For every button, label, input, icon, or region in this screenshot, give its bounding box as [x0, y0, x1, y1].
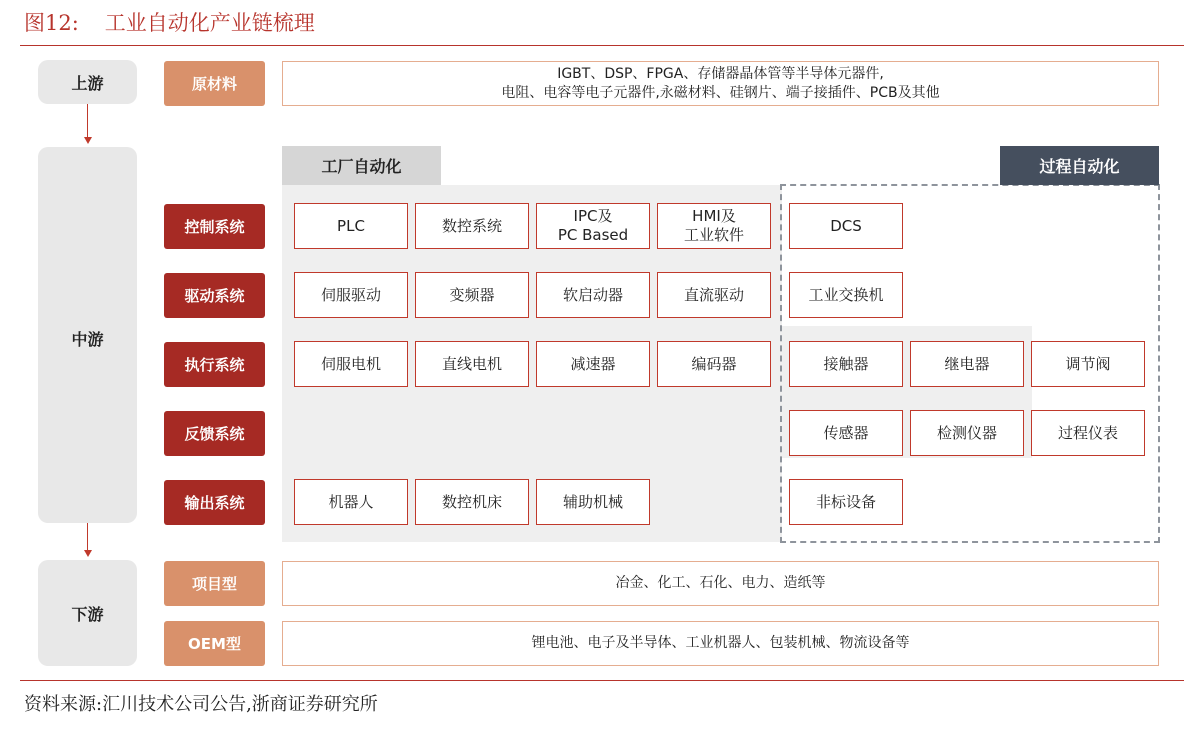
raw-materials-line-1: IGBT、DSP、FPGA、存储器晶体管等半导体元器件, — [557, 65, 884, 82]
item-hmi-line-2: 工业软件 — [683, 226, 744, 244]
factory-automation-header: 工厂自动化 — [282, 146, 441, 185]
raw-materials-bar — [282, 61, 1159, 106]
stage-downstream: 下游 — [38, 560, 137, 666]
item-non-standard-equipment: 非标设备 — [789, 479, 903, 525]
oem-type-bar — [282, 621, 1159, 666]
figure-title-text: 工业自动化产业链梳理 — [104, 11, 315, 35]
arrow-mid-downstream — [87, 523, 88, 550]
item-dcs: DCS — [789, 203, 903, 249]
item-contactor: 接触器 — [789, 341, 903, 387]
item-plc: PLC — [294, 203, 408, 249]
oem-type-text: 锂电池、电子及半导体、工业机器人、包装机械、物流设备等 — [531, 635, 910, 651]
item-industrial-switch: 工业交换机 — [789, 272, 903, 318]
category-actuator-system: 执行系统 — [164, 342, 265, 387]
item-reducer: 减速器 — [536, 341, 650, 387]
item-inverter: 变频器 — [415, 272, 529, 318]
item-aux-machinery: 辅助机械 — [536, 479, 650, 525]
item-sensor: 传感器 — [789, 410, 903, 456]
title-rule — [20, 45, 1184, 46]
stage-midstream: 中游 — [38, 147, 137, 523]
item-cnc-system: 数控系统 — [415, 203, 529, 249]
stage-upstream: 上游 — [38, 60, 137, 104]
item-cnc-machine: 数控机床 — [415, 479, 529, 525]
item-dc-drive: 直流驱动 — [657, 272, 771, 318]
arrowhead-mid-downstream — [84, 550, 92, 557]
item-encoder: 编码器 — [657, 341, 771, 387]
item-servo-drive: 伺服驱动 — [294, 272, 408, 318]
source-rule — [20, 680, 1184, 681]
source-note: 资料来源:汇川技术公司公告,浙商证券研究所 — [24, 694, 378, 715]
project-type-text: 冶金、化工、石化、电力、造纸等 — [615, 575, 826, 591]
category-raw-materials: 原材料 — [164, 61, 265, 106]
item-process-meter: 过程仪表 — [1031, 410, 1145, 456]
item-linear-motor: 直线电机 — [415, 341, 529, 387]
item-hmi-line-1: HMI及 — [692, 207, 736, 225]
item-ipc-line-1: IPC及 — [573, 207, 613, 225]
item-ipc-line-2: PC Based — [557, 226, 629, 244]
category-feedback-system: 反馈系统 — [164, 411, 265, 456]
item-soft-starter: 软启动器 — [536, 272, 650, 318]
category-drive-system: 驱动系统 — [164, 273, 265, 318]
category-oem-type: OEM型 — [164, 621, 265, 666]
raw-materials-line-2: 电阻、电容等电子元器件,永磁材料、硅钢片、端子接插件、PCB及其他 — [501, 84, 940, 101]
project-type-bar — [282, 561, 1159, 606]
category-control-system: 控制系统 — [164, 204, 265, 249]
arrowhead-upstream-mid — [84, 137, 92, 144]
item-ipc-pc-based — [536, 203, 650, 249]
item-relay: 继电器 — [910, 341, 1024, 387]
item-test-instrument: 检测仪器 — [910, 410, 1024, 456]
category-output-system: 输出系统 — [164, 480, 265, 525]
item-servo-motor: 伺服电机 — [294, 341, 408, 387]
figure-number: 图12: — [24, 11, 79, 35]
figure-title — [24, 6, 315, 40]
item-control-valve: 调节阀 — [1031, 341, 1145, 387]
process-automation-header: 过程自动化 — [1000, 146, 1159, 185]
item-hmi-software — [657, 203, 771, 249]
item-robot: 机器人 — [294, 479, 408, 525]
arrow-upstream-mid — [87, 104, 88, 137]
category-project-type: 项目型 — [164, 561, 265, 606]
